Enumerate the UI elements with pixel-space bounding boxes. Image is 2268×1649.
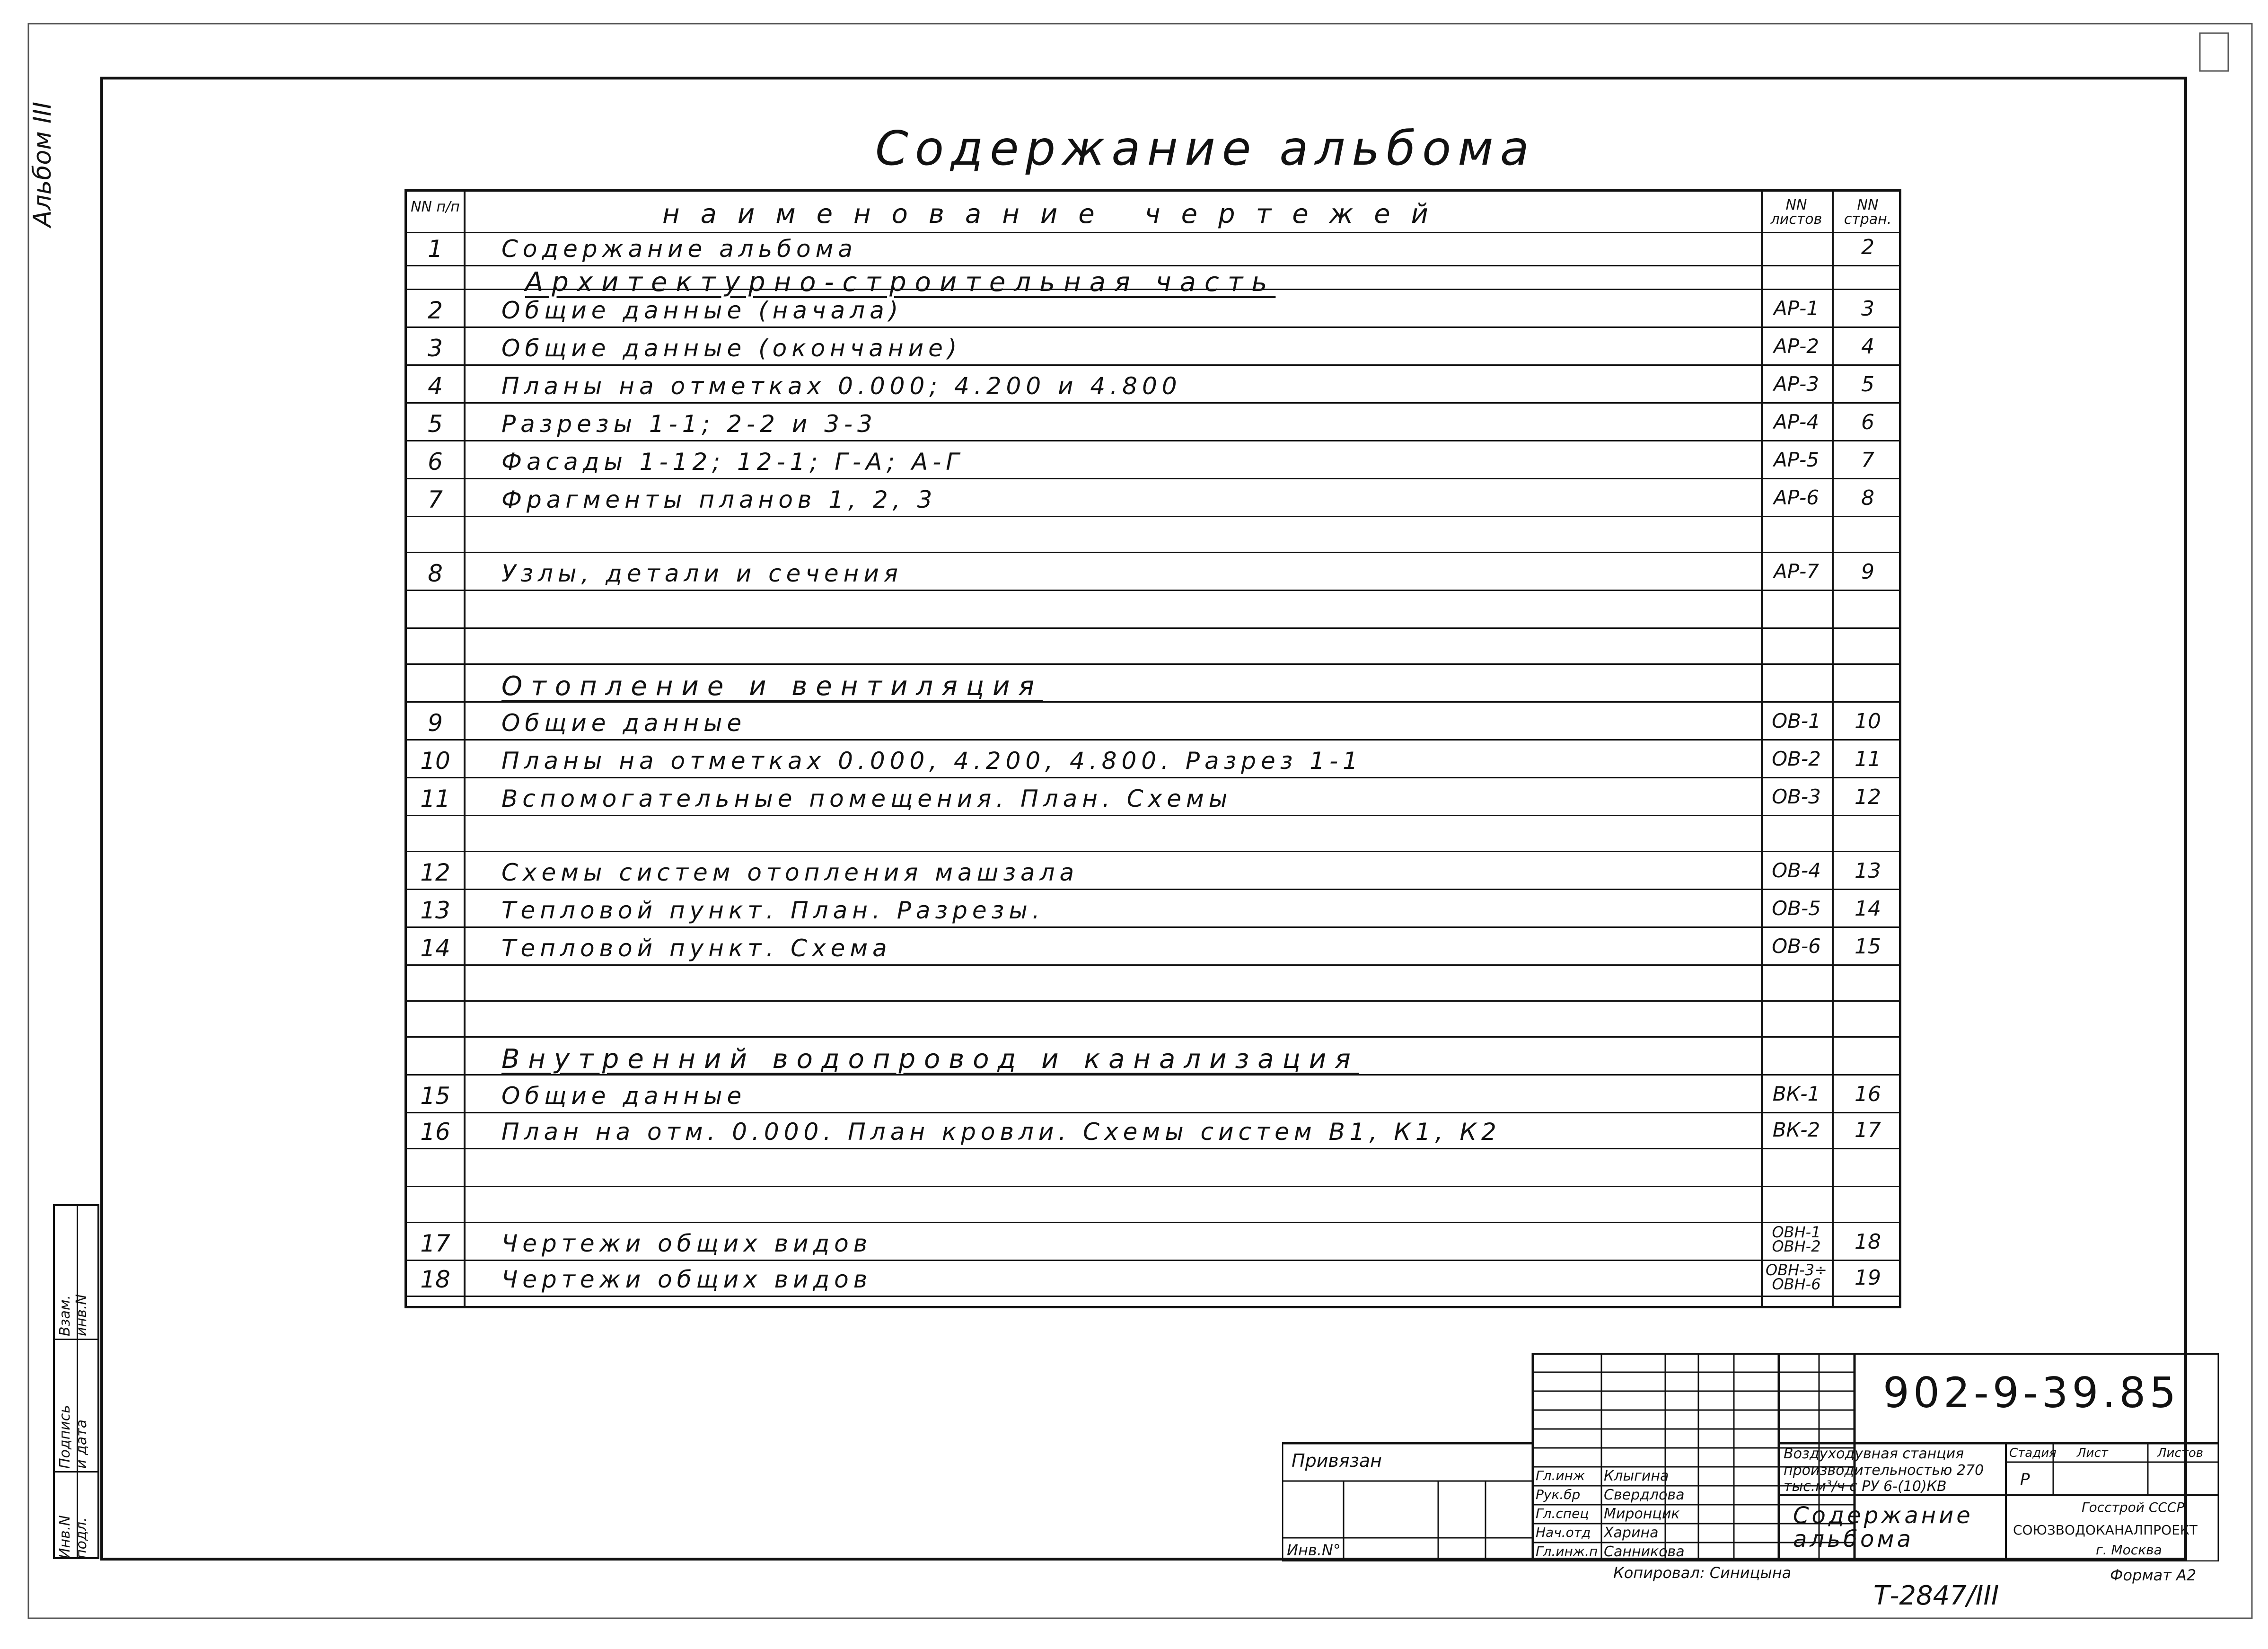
- page-number: 5: [1861, 372, 1874, 397]
- row-number: 17: [420, 1230, 450, 1257]
- drawing-name: Планы на отметках 0.000, 4.200, 4.800. Разрез 1-1: [501, 747, 1363, 775]
- name-1: Клыгина: [1604, 1468, 1669, 1484]
- row-number: 16: [420, 1118, 450, 1146]
- row-number: 5: [428, 410, 443, 438]
- page-number: 6: [1861, 410, 1874, 434]
- sheet-number: ОВ-6: [1772, 935, 1821, 958]
- side-stamp-replaced: Взам. инв.N: [57, 1294, 90, 1336]
- row-number: 10: [420, 747, 450, 775]
- table-row: [407, 366, 1899, 404]
- archive-number: Т-2847/III: [1873, 1580, 1999, 1611]
- drawing-title: Содержание альбома: [1793, 1502, 1973, 1553]
- page-number: 3: [1861, 297, 1874, 321]
- table-row: [407, 1187, 1899, 1223]
- section-title: Внутренний водопровод и канализация: [501, 1044, 1359, 1075]
- format-label: Формат А2: [2110, 1566, 2197, 1584]
- name-4: Харина: [1604, 1525, 1659, 1541]
- stage-header: Стадия: [2009, 1446, 2057, 1460]
- table-row: [407, 290, 1899, 328]
- row-number: 3: [428, 335, 443, 362]
- table-row: [407, 966, 1899, 1002]
- role-1: Гл.инж: [1536, 1468, 1585, 1483]
- row-number: 12: [420, 859, 450, 886]
- page-number: 14: [1855, 897, 1881, 921]
- attached-label: Привязан: [1292, 1450, 1382, 1471]
- sheet-number: АР-7: [1774, 560, 1819, 583]
- drawing-name: Общие данные (окончание): [501, 335, 962, 362]
- row-number: 9: [428, 709, 443, 737]
- page-number: 13: [1855, 859, 1881, 883]
- row-number: 2: [428, 297, 443, 324]
- row-number: 13: [420, 897, 450, 924]
- page-number: 11: [1855, 747, 1881, 771]
- project-name: Воздуходувная станция производительностью 270 тыс.м³/ч с РУ 6-(10)КВ: [1784, 1446, 1984, 1495]
- sheet-number: ОВН-3÷ ОВН-6: [1766, 1261, 1827, 1294]
- page-number: 10: [1855, 709, 1881, 733]
- table-row: [407, 928, 1899, 966]
- header-num: NN п/п: [411, 199, 460, 215]
- inv-label: Инв.N°: [1287, 1541, 1341, 1559]
- sheet-number: АР-1: [1774, 297, 1819, 320]
- table-row: [407, 816, 1899, 852]
- section-title: Архитектурно-строительная часть: [525, 267, 1276, 298]
- section-row: [407, 266, 1899, 298]
- table-row: [407, 1261, 1899, 1297]
- drawing-name: Узлы, детали и сечения: [501, 560, 903, 587]
- sheet-number: АР-5: [1774, 448, 1819, 471]
- row-number: 8: [428, 560, 443, 587]
- sheet-number: ОВ-3: [1772, 785, 1821, 808]
- page-number: 19: [1855, 1266, 1881, 1290]
- name-2: Свердлова: [1604, 1487, 1685, 1503]
- drawing-name: Схемы систем отопления машзала: [501, 859, 1079, 886]
- table-row: [407, 233, 1899, 266]
- table-row: [407, 328, 1899, 366]
- table-row: [407, 441, 1899, 479]
- drawing-name: Разрезы 1-1; 2-2 и 3-3: [501, 410, 877, 438]
- side-stamp-inv: Инв.N подл.: [57, 1515, 90, 1559]
- table-row: [407, 1149, 1899, 1187]
- row-number: 6: [428, 448, 443, 476]
- section-row: [407, 665, 1899, 703]
- drawing-name: Планы на отметках 0.000; 4.200 и 4.800: [501, 372, 1182, 400]
- sheet-number: ОВН-1 ОВН-2: [1772, 1223, 1821, 1256]
- drawing-name: Фрагменты планов 1, 2, 3: [501, 486, 937, 513]
- page-title: Содержание альбома: [875, 121, 1536, 176]
- drawing-name: Вспомогательные помещения. План. Схемы: [501, 785, 1232, 812]
- sheet-number: АР-2: [1774, 335, 1819, 358]
- role-5: Гл.инж.п: [1536, 1543, 1598, 1559]
- role-4: Нач.отд: [1536, 1525, 1591, 1540]
- table-row: [407, 890, 1899, 928]
- page-number: 12: [1855, 785, 1881, 809]
- side-stamp-signature: Подпись и дата: [57, 1405, 90, 1469]
- org-name: СОЮЗВОДОКАНАЛПРОЕКТ: [2013, 1522, 2198, 1538]
- page-number: 16: [1855, 1082, 1881, 1106]
- table-row: [407, 553, 1899, 591]
- contents-table: [404, 189, 1901, 1308]
- drawing-name: Содержание альбома: [501, 235, 857, 263]
- album-label: Альбом III: [28, 101, 57, 227]
- drawing-name: Чертежи общих видов: [501, 1230, 872, 1257]
- sheet-number: ОВ-1: [1772, 709, 1821, 732]
- doc-code: 902-9-39.85: [1883, 1368, 2180, 1417]
- copied-by: Копировал: Синицына: [1613, 1564, 1792, 1582]
- role-3: Гл.спец: [1536, 1506, 1589, 1521]
- row-number: 14: [420, 935, 450, 962]
- name-3: Миронцик: [1604, 1506, 1680, 1522]
- section-row: [407, 1038, 1899, 1076]
- table-row: [407, 1113, 1899, 1149]
- table-row: [407, 591, 1899, 629]
- header-name: наименование чертежей: [662, 199, 1449, 229]
- sheet-number: ОВ-5: [1772, 897, 1821, 920]
- page-number: 7: [1861, 448, 1874, 472]
- row-number: 18: [420, 1266, 450, 1293]
- table-row: [407, 741, 1899, 778]
- page-number: 18: [1855, 1230, 1881, 1254]
- page-number: 9: [1861, 560, 1874, 584]
- sheet-header: Лист: [2077, 1446, 2108, 1460]
- drawing-name: Фасады 1-12; 12-1; Г-А; А-Г: [501, 448, 964, 476]
- drawing-name: Общие данные: [501, 709, 747, 737]
- side-stamp: [53, 1204, 99, 1559]
- org-city: г. Москва: [2096, 1542, 2162, 1558]
- sheet-number: ОВ-4: [1772, 859, 1821, 882]
- row-number: 1: [428, 235, 443, 263]
- header-pages: NN стран.: [1844, 197, 1892, 228]
- page-number: 15: [1855, 935, 1881, 959]
- page-number: 8: [1861, 486, 1874, 510]
- drawing-name: Тепловой пункт. План. Разрезы.: [501, 897, 1045, 924]
- table-row: [407, 703, 1899, 741]
- sheets-header: Листов: [2157, 1446, 2204, 1460]
- drawing-name: Общие данные (начала): [501, 297, 903, 324]
- table-row: [407, 1002, 1899, 1038]
- table-row: [407, 1076, 1899, 1113]
- sheet-number: АР-3: [1774, 372, 1819, 396]
- sheet-number: АР-6: [1774, 486, 1819, 509]
- role-2: Рук.бр: [1536, 1487, 1581, 1502]
- section-title: Отопление и вентиляция: [501, 671, 1043, 702]
- drawing-name: Чертежи общих видов: [501, 1266, 872, 1293]
- table-row: [407, 852, 1899, 890]
- sheet-number: ВК-2: [1772, 1118, 1820, 1141]
- table-row: [407, 517, 1899, 553]
- name-5: Санникова: [1604, 1543, 1685, 1560]
- drawing-name: Общие данные: [501, 1082, 747, 1110]
- table-row: [407, 629, 1899, 665]
- page-number: 17: [1855, 1118, 1881, 1142]
- drawing-name: Тепловой пункт. Схема: [501, 935, 892, 962]
- page-number: 2: [1861, 235, 1874, 259]
- sheet-number: ОВ-2: [1772, 747, 1821, 770]
- table-row: [407, 1223, 1899, 1261]
- table-row: [407, 479, 1899, 517]
- sheet-number: АР-4: [1774, 410, 1819, 433]
- table-row: [407, 404, 1899, 441]
- row-number: 7: [428, 486, 443, 513]
- title-block: [1282, 1353, 2219, 1561]
- table-row: [407, 778, 1899, 816]
- stage-value: Р: [2020, 1470, 2030, 1489]
- row-number: 15: [420, 1082, 450, 1110]
- table-header: [407, 192, 1899, 233]
- row-number: 11: [420, 785, 450, 812]
- org-ministry: Госстрой СССР: [2082, 1499, 2185, 1515]
- page-number: 4: [1861, 335, 1874, 359]
- drawing-name: План на отм. 0.000. План кровли. Схемы систем В1, К1, К2: [501, 1118, 1501, 1146]
- header-sheets: NN листов: [1770, 197, 1822, 228]
- row-number: 4: [428, 372, 443, 400]
- sheet-number: ВК-1: [1772, 1082, 1820, 1105]
